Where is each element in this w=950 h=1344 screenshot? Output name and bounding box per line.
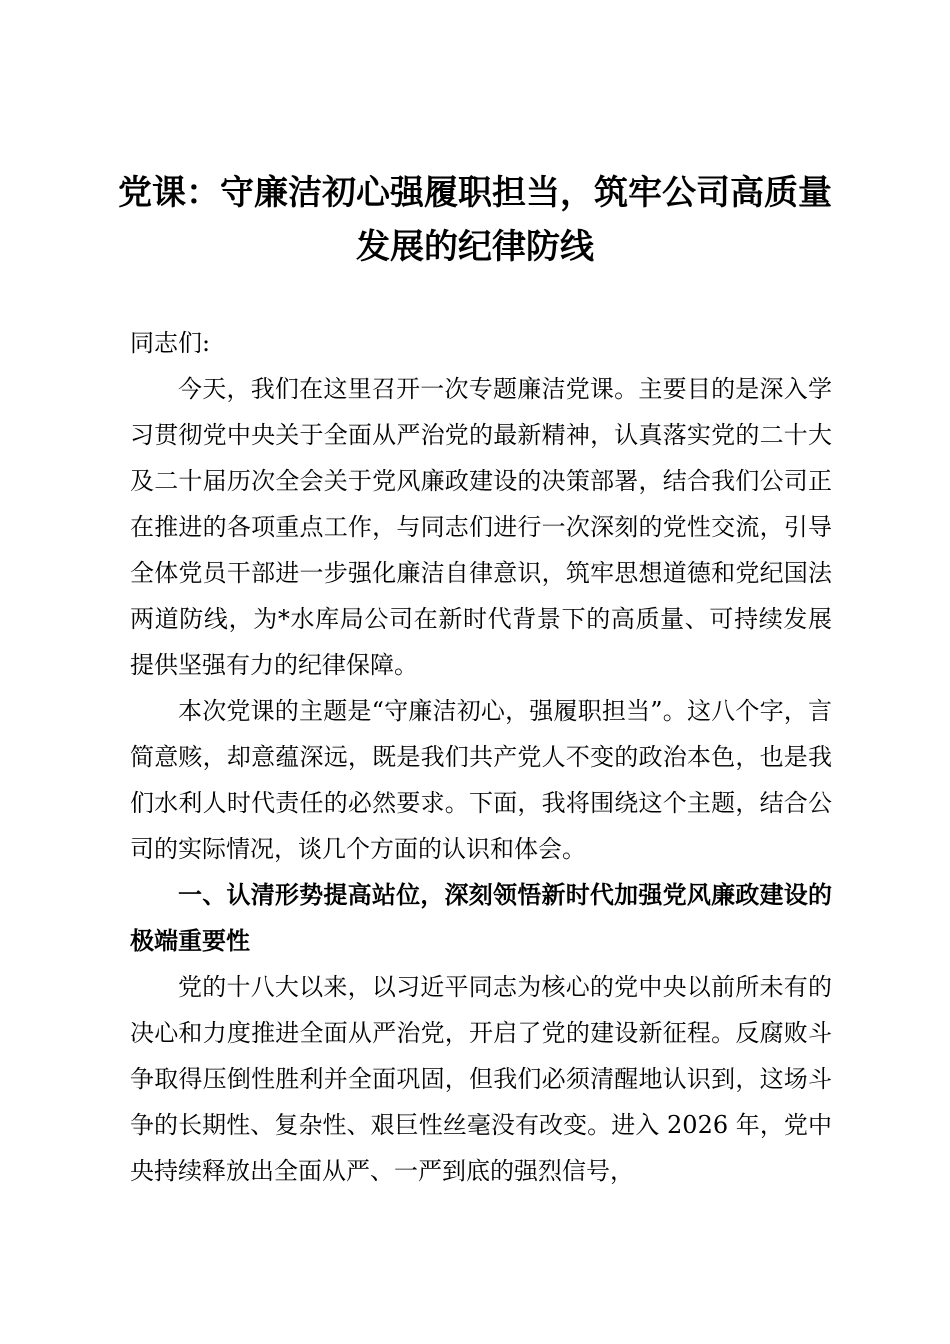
document-title: 党课：守廉洁初心强履职担当，筑牢公司高质量发展的纪律防线 — [118, 173, 832, 267]
intro-paragraph: 今天，我们在这里召开一次专题廉洁党课。主要目的是深入学习贯彻党中央关于全面从严治党的最新精神，认真落实党的二十大及二十届历次全会关于党风廉政建设的决策部署，结合我们公司正在推进的各项重点工作，与同志们进行一次深刻的党性交流，引导全体党员干部进一步强化廉洁自律意识，筑牢思想道德和党纪国法两道防线，为*水库局公司在新时代背景下的高质量、可持续发展提供坚强有力的纪律保障。 — [130, 375, 832, 679]
section-heading: 一、认清形势提高站位，深刻领悟新时代加强党风廉政建设的极端重要性 — [130, 881, 832, 955]
document-body — [130, 320, 832, 1194]
section-paragraph: 党的十八大以来，以习近平同志为核心的党中央以前所未有的决心和力度推进全面从严治党，开启了党的建设新征程。反腐败斗争取得压倒性胜利并全面巩固，但我们必须清醒地认识到，这场斗争的长期性、复杂性、艰巨性丝毫没有改变。进入 2026 年，党中央持续释放出全面从严、一严到底的强烈信号， — [130, 973, 832, 1185]
theme-paragraph: 本次党课的主题是“守廉洁初心，强履职担当”。这八个字，言简意赅，却意蕴深远，既是我们共产党人不变的政治本色，也是我们水利人时代责任的必然要求。下面，我将围绕这个主题，结合公司的实际情况，谈几个方面的认识和体会。 — [130, 697, 832, 863]
salutation: 同志们: — [130, 329, 211, 357]
